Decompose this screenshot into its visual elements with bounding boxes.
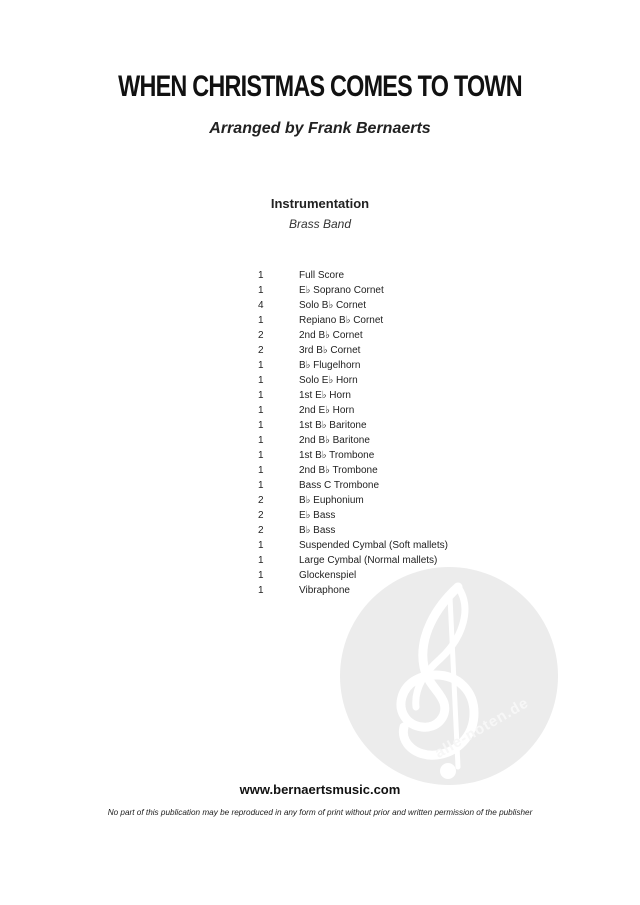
part-quantity: 1 [258, 420, 264, 431]
part-name: Suspended Cymbal (Soft mallets) [299, 540, 448, 551]
part-quantity: 1 [258, 555, 264, 566]
part-quantity: 4 [258, 300, 264, 311]
part-quantity: 2 [258, 495, 264, 506]
website-link[interactable]: www.bernaertsmusic.com [239, 782, 401, 797]
part-name: 2nd B♭ Cornet [299, 330, 363, 341]
part-row [258, 283, 518, 298]
part-row [258, 403, 518, 418]
part-quantity: 1 [258, 585, 264, 596]
part-name: 1st B♭ Trombone [299, 450, 375, 461]
instrumentation-heading: Instrumentation [270, 196, 370, 211]
part-quantity: 1 [258, 450, 264, 461]
part-name: Large Cymbal (Normal mallets) [299, 555, 438, 566]
part-row [258, 388, 518, 403]
part-row [258, 418, 518, 433]
part-quantity: 1 [258, 480, 264, 491]
part-quantity: 1 [258, 540, 264, 551]
part-quantity: 2 [258, 330, 264, 341]
part-quantity: 1 [258, 465, 264, 476]
document-title: WHEN CHRISTMAS COMES TO TOWN [118, 70, 522, 103]
part-name: Repiano B♭ Cornet [299, 315, 384, 326]
part-name: E♭ Soprano Cornet [299, 285, 384, 296]
part-name: B♭ Bass [299, 525, 336, 536]
arranger-credit: Arranged by Frank Bernaerts [209, 120, 431, 137]
part-row [258, 343, 518, 358]
part-row [258, 523, 518, 538]
part-quantity: 1 [258, 375, 264, 386]
part-name: Solo B♭ Cornet [299, 300, 366, 311]
part-quantity: 2 [258, 525, 264, 536]
part-quantity: 2 [258, 510, 264, 521]
part-name: 1st B♭ Baritone [299, 420, 367, 431]
part-name: 2nd B♭ Trombone [299, 465, 378, 476]
copyright-disclaimer: No part of this publication may be reproduced in any form of print without prior and written permission of the publisher [107, 808, 533, 817]
part-row [258, 298, 518, 313]
part-row [258, 508, 518, 523]
part-name: Full Score [299, 270, 345, 281]
watermark [340, 567, 558, 785]
part-row [258, 538, 518, 553]
instrumentation-subheading: Brass Band [288, 217, 352, 231]
part-row [258, 478, 518, 493]
part-quantity: 1 [258, 570, 264, 581]
part-quantity: 1 [258, 315, 264, 326]
part-name: 2nd E♭ Horn [299, 405, 355, 416]
part-row [258, 433, 518, 448]
part-row [258, 268, 518, 283]
part-name: 1st E♭ Horn [299, 390, 351, 401]
part-name: Bass C Trombone [299, 480, 380, 491]
part-quantity: 2 [258, 345, 264, 356]
part-quantity: 1 [258, 360, 264, 371]
part-row [258, 493, 518, 508]
part-quantity: 1 [258, 270, 264, 281]
part-name: B♭ Euphonium [299, 495, 364, 506]
part-name: Glockenspiel [299, 570, 357, 581]
part-quantity: 1 [258, 405, 264, 416]
part-row [258, 448, 518, 463]
part-name: Vibraphone [299, 585, 350, 596]
part-row [258, 463, 518, 478]
part-name: E♭ Bass [299, 510, 336, 521]
part-row [258, 373, 518, 388]
part-name: B♭ Flugelhorn [299, 360, 361, 371]
part-name: 3rd B♭ Cornet [299, 345, 361, 356]
part-name: 2nd B♭ Baritone [299, 435, 370, 446]
parts-list [258, 268, 518, 598]
part-row [258, 553, 518, 568]
part-row [258, 313, 518, 328]
part-quantity: 1 [258, 390, 264, 401]
part-quantity: 1 [258, 435, 264, 446]
part-row [258, 358, 518, 373]
part-row [258, 328, 518, 343]
watermark-text: alle-noten.de [432, 694, 532, 762]
part-name: Solo E♭ Horn [299, 375, 358, 386]
part-quantity: 1 [258, 285, 264, 296]
